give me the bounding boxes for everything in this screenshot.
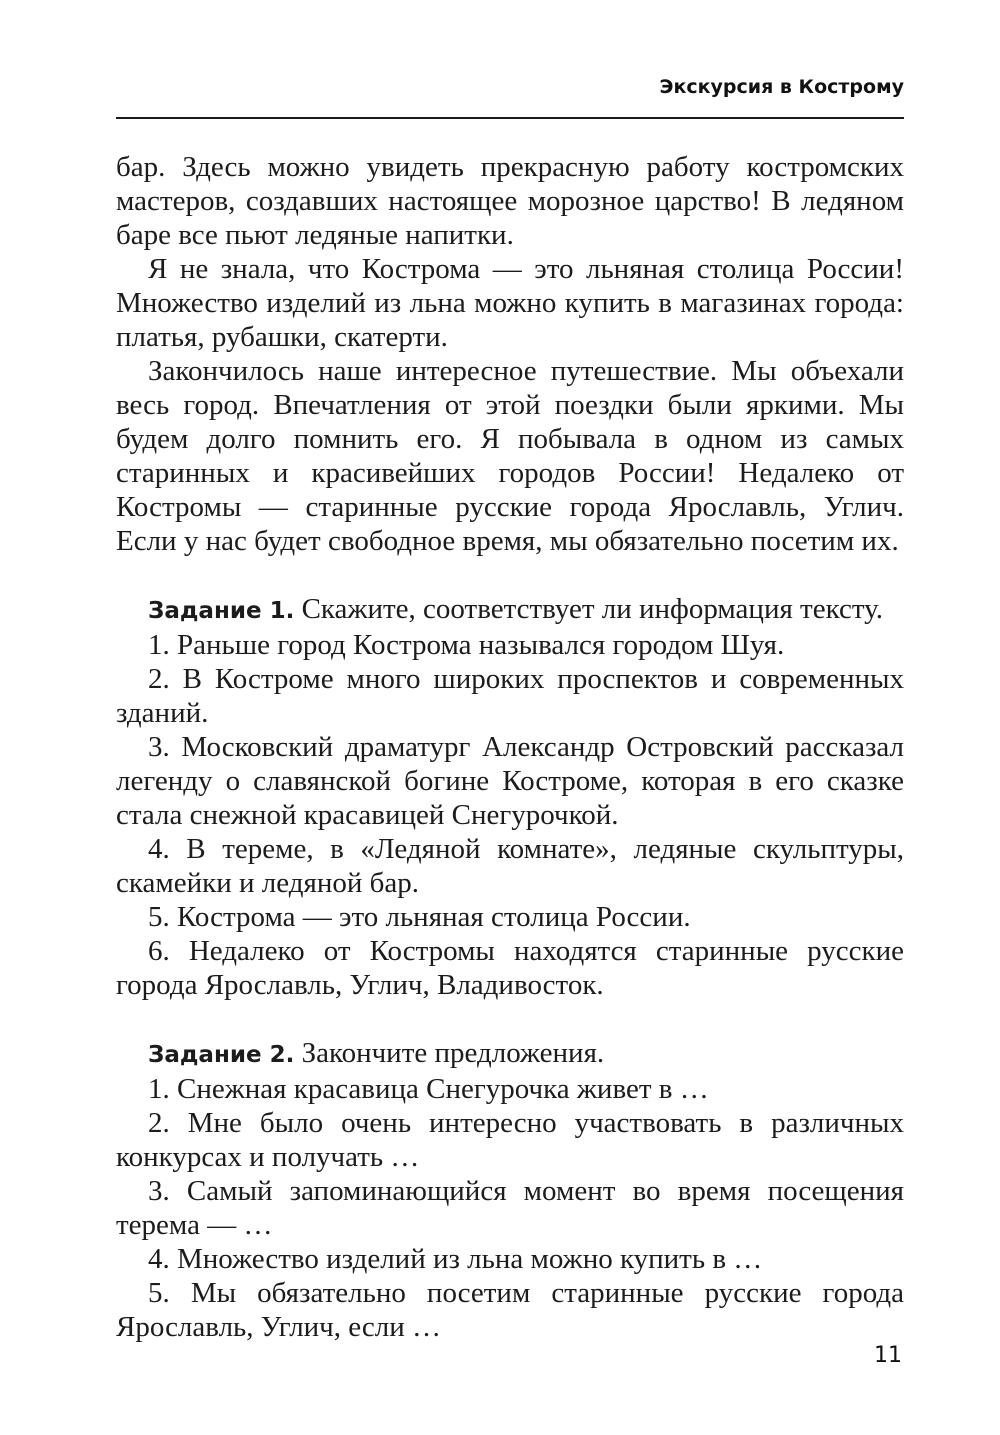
- task-2-label: Задание 2.: [148, 1042, 295, 1068]
- task-2-item: 5. Мы обязательно посетим старинные русские города Ярославль, Углич, если …: [116, 1277, 904, 1343]
- task-2-item: 3. Самый запоминающийся момент во время посещения терема — …: [116, 1175, 904, 1241]
- task-2-item: 1. Снежная красавица Снегурочка живет в …: [148, 1073, 709, 1105]
- task-1-label: Задание 1.: [148, 598, 295, 624]
- task-1-item: 1. Раньше город Кострома назывался городом Шуя.: [148, 629, 785, 661]
- intro-paragraph-continuation: бар. Здесь можно увидеть прекрасную работу костромских мастеров, создавших настоящее морозное царство! В ледяном баре все пьют ледяные напитки.: [116, 151, 904, 251]
- intro-paragraph-conclusion: Закончилось наше интересное путешествие. Мы объехали весь город. Впечатления от этой поездки были яркими. Мы будем долго помнить его. Я побывала в одном из самых старинных и красивейших городов России! Недалеко от Костромы — старинные русские города Ярославль, Углич. Если у нас будет свободное время, мы обязательно посетим их.: [116, 355, 904, 557]
- task-2-heading: [116, 1036, 904, 1072]
- task-1-item: 5. Кострома — это льняная столица России.: [148, 901, 691, 933]
- task-1-item: 2. В Костроме много широких проспектов и современных зданий.: [116, 663, 904, 729]
- page-number: 11: [874, 1343, 902, 1368]
- task-2-instruction: Закончите предложения.: [301, 1037, 605, 1069]
- task-1-heading: [116, 592, 904, 628]
- task-2-section: [116, 1036, 904, 1344]
- task-2-item: 4. Множество изделий из льна можно купить в …: [148, 1243, 763, 1275]
- task-1-instruction: Скажите, соответствует ли информация тексту.: [301, 593, 883, 625]
- task-1-item: 4. В тереме, в «Ледяной комнате», ледяные скульптуры, скамейки и ледяной бар.: [116, 833, 904, 899]
- intro-paragraph-flax-capital: Я не знала, что Кострома — это льняная столица России! Множество изделий из льна можно купить в магазинах города: платья, рубашки, скатерти.: [116, 253, 904, 353]
- task-1-item: 6. Недалеко от Костромы находятся старинные русские города Ярославль, Углич, Владивосток.: [116, 935, 904, 1001]
- running-header-title: Экскурсия в Кострому: [659, 76, 904, 98]
- task-1-item: 3. Московский драматург Александр Островский рассказал легенду о славянской богине Костроме, которая в его сказке стала снежной красавицей Снегурочкой.: [116, 731, 904, 831]
- page-body: [116, 150, 904, 1344]
- task-2-item: 2. Мне было очень интересно участвовать в различных конкурсах и получать …: [116, 1107, 904, 1173]
- task-1-section: [116, 592, 904, 1002]
- header-divider: [116, 117, 904, 119]
